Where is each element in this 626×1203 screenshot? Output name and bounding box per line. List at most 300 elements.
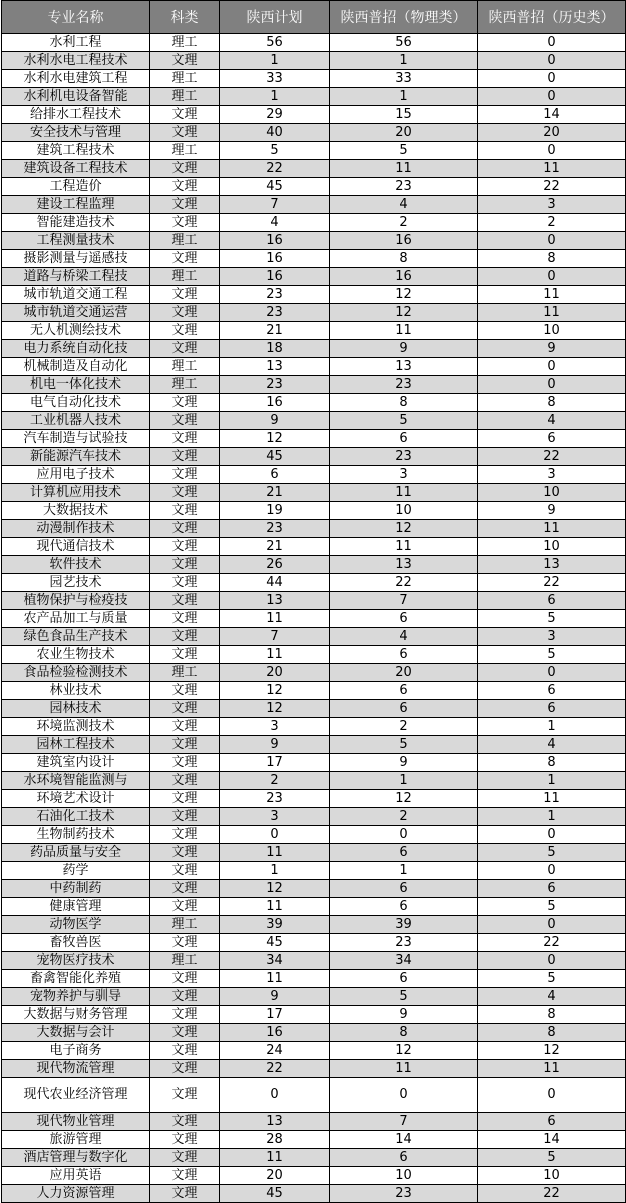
physics-count-cell: 11: [330, 160, 478, 178]
subject-category-cell: 文理: [150, 1149, 220, 1167]
physics-count-cell: 4: [330, 196, 478, 214]
plan-count-cell: 39: [220, 916, 330, 934]
plan-count-cell: 12: [220, 682, 330, 700]
history-count-cell: 22: [478, 1185, 626, 1203]
major-name-cell: 植物保护与检疫技: [2, 592, 150, 610]
physics-count-cell: 23: [330, 376, 478, 394]
history-count-cell: 14: [478, 106, 626, 124]
history-count-cell: 22: [478, 574, 626, 592]
plan-count-cell: 11: [220, 844, 330, 862]
physics-count-cell: 10: [330, 502, 478, 520]
table-row: [2, 808, 626, 826]
plan-count-cell: 11: [220, 898, 330, 916]
table-row: [2, 1185, 626, 1203]
subject-category-cell: 文理: [150, 1006, 220, 1024]
history-count-cell: 1: [478, 772, 626, 790]
subject-category-cell: 文理: [150, 1078, 220, 1113]
major-name-cell: 绿色食品生产技术: [2, 628, 150, 646]
physics-count-cell: 12: [330, 304, 478, 322]
history-count-cell: 0: [478, 52, 626, 70]
table-row: [2, 700, 626, 718]
subject-category-cell: 文理: [150, 556, 220, 574]
subject-category-cell: 文理: [150, 286, 220, 304]
subject-category-cell: 文理: [150, 106, 220, 124]
physics-count-cell: 34: [330, 952, 478, 970]
plan-count-cell: 16: [220, 268, 330, 286]
table-row: [2, 574, 626, 592]
physics-count-cell: 6: [330, 970, 478, 988]
plan-count-cell: 6: [220, 466, 330, 484]
physics-count-cell: 8: [330, 394, 478, 412]
table-row: [2, 412, 626, 430]
history-count-cell: 11: [478, 520, 626, 538]
subject-category-cell: 文理: [150, 304, 220, 322]
plan-count-cell: 23: [220, 304, 330, 322]
subject-category-cell: 文理: [150, 538, 220, 556]
plan-count-cell: 1: [220, 862, 330, 880]
subject-category-cell: 文理: [150, 124, 220, 142]
physics-count-cell: 23: [330, 448, 478, 466]
major-name-cell: 城市轨道交通工程: [2, 286, 150, 304]
subject-category-cell: 文理: [150, 754, 220, 772]
plan-count-cell: 13: [220, 358, 330, 376]
subject-category-cell: 文理: [150, 592, 220, 610]
table-row: [2, 178, 626, 196]
history-count-cell: 8: [478, 250, 626, 268]
plan-count-cell: 22: [220, 1060, 330, 1078]
table-row: [2, 628, 626, 646]
physics-count-cell: 2: [330, 214, 478, 232]
major-name-cell: 畜牧兽医: [2, 934, 150, 952]
subject-category-cell: 文理: [150, 466, 220, 484]
physics-count-cell: 15: [330, 106, 478, 124]
plan-count-cell: 40: [220, 124, 330, 142]
major-name-cell: 旅游管理: [2, 1131, 150, 1149]
subject-category-cell: 文理: [150, 52, 220, 70]
subject-category-cell: 文理: [150, 1042, 220, 1060]
plan-count-cell: 21: [220, 322, 330, 340]
table-row: [2, 898, 626, 916]
major-name-cell: 建设工程监理: [2, 196, 150, 214]
header-shaanxi-plan: 陕西计划: [220, 1, 330, 34]
major-name-cell: 无人机测绘技术: [2, 322, 150, 340]
physics-count-cell: 6: [330, 700, 478, 718]
major-name-cell: 大数据技术: [2, 502, 150, 520]
subject-category-cell: 文理: [150, 646, 220, 664]
plan-count-cell: 9: [220, 412, 330, 430]
major-name-cell: 机械制造及自动化: [2, 358, 150, 376]
history-count-cell: 5: [478, 844, 626, 862]
major-name-cell: 建筑设备工程技术: [2, 160, 150, 178]
history-count-cell: 10: [478, 1167, 626, 1185]
physics-count-cell: 7: [330, 1113, 478, 1131]
table-row: [2, 1113, 626, 1131]
table-row: [2, 448, 626, 466]
table-row: [2, 1149, 626, 1167]
history-count-cell: 10: [478, 538, 626, 556]
table-row: [2, 250, 626, 268]
table-row: [2, 718, 626, 736]
table-row: [2, 538, 626, 556]
history-count-cell: 0: [478, 916, 626, 934]
history-count-cell: 11: [478, 286, 626, 304]
plan-count-cell: 11: [220, 1149, 330, 1167]
subject-category-cell: 理工: [150, 268, 220, 286]
physics-count-cell: 16: [330, 232, 478, 250]
physics-count-cell: 8: [330, 1024, 478, 1042]
subject-category-cell: 文理: [150, 988, 220, 1006]
major-name-cell: 现代通信技术: [2, 538, 150, 556]
history-count-cell: 0: [478, 232, 626, 250]
table-row: [2, 754, 626, 772]
plan-count-cell: 45: [220, 1185, 330, 1203]
history-count-cell: 10: [478, 484, 626, 502]
subject-category-cell: 文理: [150, 862, 220, 880]
history-count-cell: 1: [478, 808, 626, 826]
table-row: [2, 826, 626, 844]
plan-count-cell: 13: [220, 1113, 330, 1131]
history-count-cell: 11: [478, 790, 626, 808]
major-name-cell: 大数据与财务管理: [2, 1006, 150, 1024]
table-row: [2, 736, 626, 754]
physics-count-cell: 11: [330, 322, 478, 340]
history-count-cell: 6: [478, 430, 626, 448]
table-row: [2, 1024, 626, 1042]
major-name-cell: 宠物医疗技术: [2, 952, 150, 970]
subject-category-cell: 文理: [150, 898, 220, 916]
history-count-cell: 6: [478, 592, 626, 610]
table-row: [2, 1078, 626, 1113]
major-name-cell: 农业生物技术: [2, 646, 150, 664]
table-row: [2, 592, 626, 610]
major-name-cell: 现代农业经济管理: [2, 1078, 150, 1113]
history-count-cell: 12: [478, 1042, 626, 1060]
major-name-cell: 酒店管理与数字化: [2, 1149, 150, 1167]
history-count-cell: 8: [478, 1024, 626, 1042]
major-name-cell: 健康管理: [2, 898, 150, 916]
history-count-cell: 0: [478, 358, 626, 376]
history-count-cell: 0: [478, 862, 626, 880]
subject-category-cell: 文理: [150, 700, 220, 718]
subject-category-cell: 理工: [150, 358, 220, 376]
history-count-cell: 4: [478, 988, 626, 1006]
history-count-cell: 0: [478, 826, 626, 844]
subject-category-cell: 文理: [150, 178, 220, 196]
subject-category-cell: 文理: [150, 610, 220, 628]
major-name-cell: 园林工程技术: [2, 736, 150, 754]
major-name-cell: 现代物业管理: [2, 1113, 150, 1131]
physics-count-cell: 12: [330, 286, 478, 304]
plan-count-cell: 29: [220, 106, 330, 124]
subject-category-cell: 文理: [150, 1024, 220, 1042]
table-row: [2, 970, 626, 988]
table-row: [2, 70, 626, 88]
history-count-cell: 3: [478, 466, 626, 484]
plan-count-cell: 9: [220, 736, 330, 754]
subject-category-cell: 文理: [150, 502, 220, 520]
major-name-cell: 工程测量技术: [2, 232, 150, 250]
major-name-cell: 药品质量与安全: [2, 844, 150, 862]
plan-count-cell: 16: [220, 394, 330, 412]
subject-category-cell: 文理: [150, 682, 220, 700]
table-row: [2, 610, 626, 628]
subject-category-cell: 理工: [150, 34, 220, 52]
history-count-cell: 0: [478, 1078, 626, 1113]
physics-count-cell: 6: [330, 610, 478, 628]
physics-count-cell: 6: [330, 880, 478, 898]
subject-category-cell: 文理: [150, 1060, 220, 1078]
history-count-cell: 2: [478, 214, 626, 232]
major-name-cell: 软件技术: [2, 556, 150, 574]
table-row: [2, 358, 626, 376]
physics-count-cell: 11: [330, 1060, 478, 1078]
subject-category-cell: 文理: [150, 718, 220, 736]
subject-category-cell: 文理: [150, 1113, 220, 1131]
subject-category-cell: 文理: [150, 628, 220, 646]
table-row: [2, 214, 626, 232]
plan-count-cell: 28: [220, 1131, 330, 1149]
table-row: [2, 880, 626, 898]
table-row: [2, 394, 626, 412]
history-count-cell: 0: [478, 34, 626, 52]
table-row: [2, 322, 626, 340]
major-name-cell: 建筑工程技术: [2, 142, 150, 160]
physics-count-cell: 39: [330, 916, 478, 934]
plan-count-cell: 23: [220, 286, 330, 304]
plan-count-cell: 1: [220, 88, 330, 106]
table-row: [2, 1131, 626, 1149]
history-count-cell: 10: [478, 322, 626, 340]
plan-count-cell: 13: [220, 592, 330, 610]
major-name-cell: 电气自动化技术: [2, 394, 150, 412]
plan-count-cell: 45: [220, 448, 330, 466]
physics-count-cell: 5: [330, 988, 478, 1006]
subject-category-cell: 文理: [150, 1131, 220, 1149]
physics-count-cell: 20: [330, 124, 478, 142]
history-count-cell: 0: [478, 664, 626, 682]
physics-count-cell: 5: [330, 412, 478, 430]
physics-count-cell: 0: [330, 1078, 478, 1113]
table-row: [2, 772, 626, 790]
plan-count-cell: 44: [220, 574, 330, 592]
major-name-cell: 给排水工程技术: [2, 106, 150, 124]
subject-category-cell: 文理: [150, 484, 220, 502]
subject-category-cell: 文理: [150, 826, 220, 844]
subject-category-cell: 文理: [150, 394, 220, 412]
table-row: [2, 1060, 626, 1078]
history-count-cell: 6: [478, 700, 626, 718]
plan-count-cell: 9: [220, 988, 330, 1006]
major-name-cell: 建筑室内设计: [2, 754, 150, 772]
plan-count-cell: 17: [220, 754, 330, 772]
history-count-cell: 3: [478, 628, 626, 646]
plan-count-cell: 22: [220, 160, 330, 178]
table-row: [2, 484, 626, 502]
plan-count-cell: 12: [220, 700, 330, 718]
table-row: [2, 916, 626, 934]
table-row: [2, 988, 626, 1006]
table-row: [2, 160, 626, 178]
subject-category-cell: 理工: [150, 232, 220, 250]
major-name-cell: 畜禽智能化养殖: [2, 970, 150, 988]
major-name-cell: 水利工程: [2, 34, 150, 52]
physics-count-cell: 7: [330, 592, 478, 610]
physics-count-cell: 1: [330, 772, 478, 790]
major-name-cell: 人力资源管理: [2, 1185, 150, 1203]
table-row: [2, 934, 626, 952]
subject-category-cell: 文理: [150, 214, 220, 232]
history-count-cell: 6: [478, 880, 626, 898]
subject-category-cell: 文理: [150, 790, 220, 808]
physics-count-cell: 56: [330, 34, 478, 52]
subject-category-cell: 文理: [150, 970, 220, 988]
table-row: [2, 34, 626, 52]
history-count-cell: 0: [478, 88, 626, 106]
subject-category-cell: 理工: [150, 952, 220, 970]
table-row: [2, 862, 626, 880]
subject-category-cell: 理工: [150, 664, 220, 682]
major-name-cell: 摄影测量与遥感技: [2, 250, 150, 268]
plan-count-cell: 20: [220, 664, 330, 682]
plan-count-cell: 7: [220, 196, 330, 214]
subject-category-cell: 理工: [150, 376, 220, 394]
history-count-cell: 0: [478, 70, 626, 88]
plan-count-cell: 16: [220, 1024, 330, 1042]
plan-count-cell: 0: [220, 826, 330, 844]
physics-count-cell: 12: [330, 790, 478, 808]
history-count-cell: 22: [478, 178, 626, 196]
physics-count-cell: 11: [330, 538, 478, 556]
table-row: [2, 268, 626, 286]
plan-count-cell: 17: [220, 1006, 330, 1024]
table-row: [2, 340, 626, 358]
subject-category-cell: 理工: [150, 88, 220, 106]
subject-category-cell: 文理: [150, 448, 220, 466]
plan-count-cell: 18: [220, 340, 330, 358]
history-count-cell: 22: [478, 934, 626, 952]
table-row: [2, 376, 626, 394]
physics-count-cell: 20: [330, 664, 478, 682]
physics-count-cell: 5: [330, 736, 478, 754]
plan-count-cell: 23: [220, 376, 330, 394]
major-name-cell: 电力系统自动化技: [2, 340, 150, 358]
major-name-cell: 应用英语: [2, 1167, 150, 1185]
table-body: [2, 34, 626, 1203]
history-count-cell: 5: [478, 1149, 626, 1167]
physics-count-cell: 6: [330, 844, 478, 862]
table-row: [2, 952, 626, 970]
plan-count-cell: 34: [220, 952, 330, 970]
plan-count-cell: 21: [220, 538, 330, 556]
major-name-cell: 园艺技术: [2, 574, 150, 592]
major-name-cell: 宠物养护与驯导: [2, 988, 150, 1006]
major-name-cell: 应用电子技术: [2, 466, 150, 484]
plan-count-cell: 0: [220, 1078, 330, 1113]
history-count-cell: 8: [478, 1006, 626, 1024]
subject-category-cell: 文理: [150, 880, 220, 898]
table-row: [2, 556, 626, 574]
physics-count-cell: 8: [330, 250, 478, 268]
physics-count-cell: 6: [330, 898, 478, 916]
physics-count-cell: 9: [330, 754, 478, 772]
table-row: [2, 664, 626, 682]
history-count-cell: 8: [478, 754, 626, 772]
subject-category-cell: 文理: [150, 772, 220, 790]
plan-count-cell: 26: [220, 556, 330, 574]
table-row: [2, 1167, 626, 1185]
physics-count-cell: 10: [330, 1167, 478, 1185]
major-name-cell: 生物制药技术: [2, 826, 150, 844]
subject-category-cell: 文理: [150, 340, 220, 358]
history-count-cell: 0: [478, 376, 626, 394]
history-count-cell: 1: [478, 718, 626, 736]
major-name-cell: 新能源汽车技术: [2, 448, 150, 466]
history-count-cell: 4: [478, 736, 626, 754]
major-name-cell: 水利水电工程技术: [2, 52, 150, 70]
physics-count-cell: 1: [330, 862, 478, 880]
subject-category-cell: 理工: [150, 916, 220, 934]
history-count-cell: 5: [478, 898, 626, 916]
major-name-cell: 农产品加工与质量: [2, 610, 150, 628]
major-name-cell: 现代物流管理: [2, 1060, 150, 1078]
plan-count-cell: 20: [220, 1167, 330, 1185]
plan-count-cell: 23: [220, 520, 330, 538]
plan-count-cell: 11: [220, 646, 330, 664]
plan-count-cell: 21: [220, 484, 330, 502]
physics-count-cell: 23: [330, 934, 478, 952]
table-row: [2, 106, 626, 124]
major-name-cell: 工程造价: [2, 178, 150, 196]
table-row: [2, 430, 626, 448]
plan-count-cell: 12: [220, 880, 330, 898]
history-count-cell: 22: [478, 448, 626, 466]
table-row: [2, 682, 626, 700]
major-name-cell: 水环境智能监测与: [2, 772, 150, 790]
major-name-cell: 电子商务: [2, 1042, 150, 1060]
plan-count-cell: 2: [220, 772, 330, 790]
subject-category-cell: 文理: [150, 196, 220, 214]
physics-count-cell: 16: [330, 268, 478, 286]
subject-category-cell: 文理: [150, 520, 220, 538]
physics-count-cell: 6: [330, 646, 478, 664]
physics-count-cell: 13: [330, 556, 478, 574]
history-count-cell: 0: [478, 952, 626, 970]
history-count-cell: 8: [478, 394, 626, 412]
major-name-cell: 机电一体化技术: [2, 376, 150, 394]
subject-category-cell: 文理: [150, 1167, 220, 1185]
history-count-cell: 5: [478, 970, 626, 988]
subject-category-cell: 文理: [150, 844, 220, 862]
major-name-cell: 食品检验检测技术: [2, 664, 150, 682]
major-name-cell: 林业技术: [2, 682, 150, 700]
subject-category-cell: 文理: [150, 736, 220, 754]
history-count-cell: 5: [478, 646, 626, 664]
subject-category-cell: 文理: [150, 322, 220, 340]
major-name-cell: 动物医学: [2, 916, 150, 934]
history-count-cell: 4: [478, 412, 626, 430]
header-shaanxi-history: 陕西普招（历史类）: [478, 1, 626, 34]
table-row: [2, 502, 626, 520]
history-count-cell: 11: [478, 1060, 626, 1078]
plan-count-cell: 45: [220, 934, 330, 952]
subject-category-cell: 文理: [150, 160, 220, 178]
enrollment-plan-table: [1, 0, 626, 1203]
history-count-cell: 5: [478, 610, 626, 628]
table-row: [2, 646, 626, 664]
physics-count-cell: 3: [330, 466, 478, 484]
major-name-cell: 园林技术: [2, 700, 150, 718]
major-name-cell: 大数据与会计: [2, 1024, 150, 1042]
